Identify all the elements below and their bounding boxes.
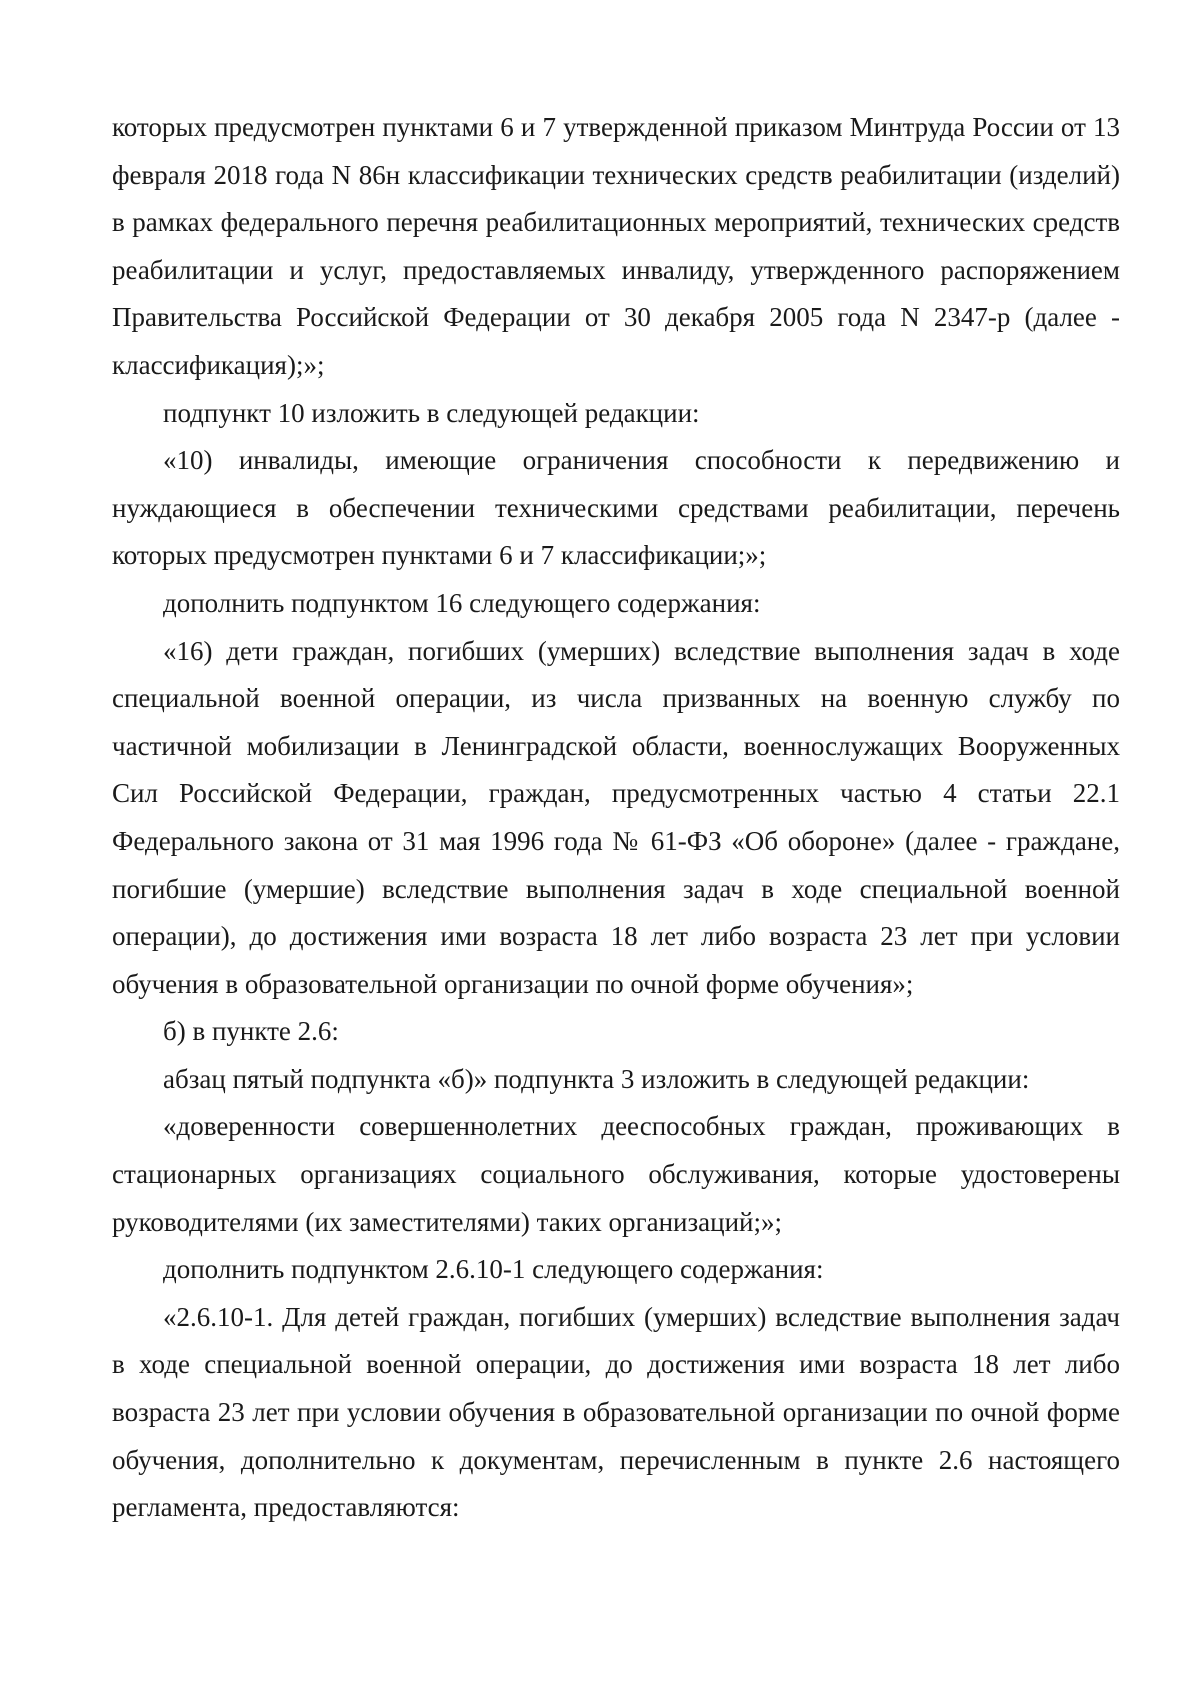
paragraph: «2.6.10-1. Для детей граждан, погибших (умерших) вследствие выполнения задач в ходе специальной военной операции, до достижения ими возраста 18 лет либо возраста 23 лет при условии обучения в образовательной организации по очной форме обучения, дополнительно к документам, перечисленным в пункте 2.6 настоящего регламента, предоставляются: <box>112 1301 1120 1523</box>
paragraph: б) в пункте 2.6: <box>163 1016 339 1047</box>
paragraph: «16) дети граждан, погибших (умерших) вследствие выполнения задач в ходе специальной военной операции, из числа призванных на военную службу по частичной мобилизации в Ленинградской области, военнослужащих Вооруженных Сил Российской Федерации, граждан, предусмотренных частью 4 статьи 22.1 Федерального закона от 31 мая 1996 года № 61-ФЗ «Об обороне» (далее - граждане, погибшие (умершие) вследствие выполнения задач в ходе специальной военной операции), до достижения ими возраста 18 лет либо возраста 23 лет при условии обучения в образовательной организации по очной форме обучения»; <box>112 635 1120 999</box>
document-body <box>112 104 1120 1532</box>
paragraph: абзац пятый подпункта «б)» подпункта 3 изложить в следующей редакции: <box>163 1063 1030 1094</box>
paragraph: дополнить подпунктом 2.6.10-1 следующего содержания: <box>163 1254 824 1285</box>
paragraph: «10) инвалиды, имеющие ограничения способности к передвижению и нуждающиеся в обеспечении техническими средствами реабилитации, перечень которых предусмотрен пунктами 6 и 7 классификации;»; <box>112 445 1120 571</box>
paragraph: дополнить подпунктом 16 следующего содержания: <box>163 587 761 618</box>
paragraph: подпункт 10 изложить в следующей редакции: <box>163 397 700 428</box>
paragraph: которых предусмотрен пунктами 6 и 7 утвержденной приказом Минтруда России от 13 февраля 2018 года N 86н классификации технических средств реабилитации (изделий) в рамках федерального перечня реабилитационных мероприятий, технических средств реабилитации и услуг, предоставляемых инвалиду, утвержденного распоряжением Правительства Российской Федерации от 30 декабря 2005 года N 2347-р (далее - классификация);»; <box>112 112 1120 380</box>
paragraph: «доверенности совершеннолетних дееспособных граждан, проживающих в стационарных организациях социального обслуживания, которые удостоверены руководителями (их заместителями) таких организаций;»; <box>112 1111 1120 1237</box>
